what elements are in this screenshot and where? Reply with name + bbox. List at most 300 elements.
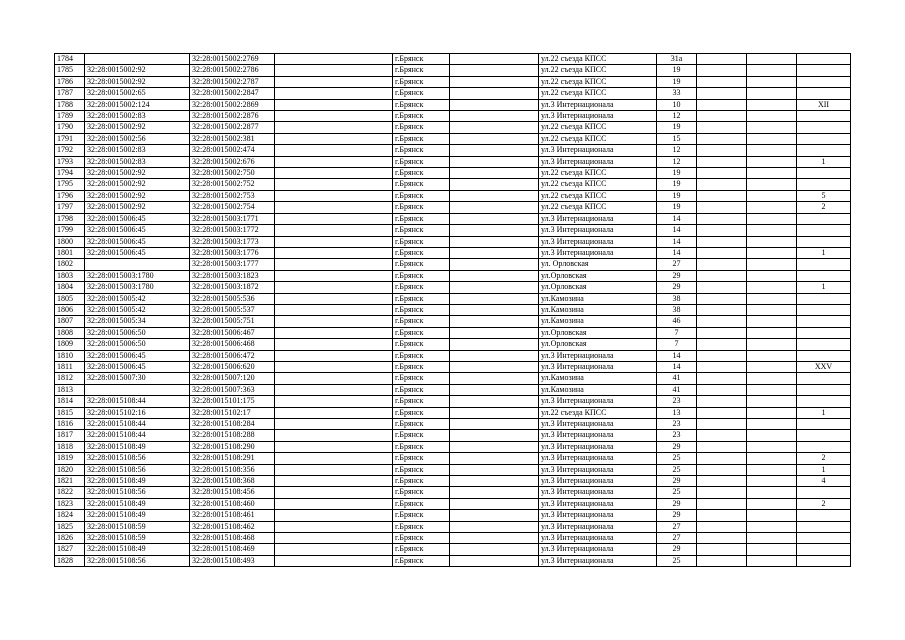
- cell-parcel-number: 32:28:0015002:83: [85, 156, 190, 167]
- cell-cadastral-number: 32:28:0015108:462: [190, 521, 275, 532]
- cell-empty: [697, 407, 747, 418]
- cell-cadastral-number: 32:28:0015002:474: [190, 145, 275, 156]
- cell-empty: [275, 487, 393, 498]
- cell-parcel-number: 32:28:0015108:56: [85, 487, 190, 498]
- cell-city: г.Брянск: [393, 145, 450, 156]
- cell-empty: [747, 88, 797, 99]
- cell-parcel-number: 32:28:0015108:59: [85, 521, 190, 532]
- cell-mark: [797, 487, 851, 498]
- cell-cadastral-number: 32:28:0015002:2869: [190, 99, 275, 110]
- cell-street: ул.22 съезда КПСС: [539, 65, 657, 76]
- cell-mark: [797, 419, 851, 430]
- cell-house-number: 19: [657, 202, 697, 213]
- cell-parcel-number: 32:28:0015108:44: [85, 430, 190, 441]
- cell-parcel-number: 32:28:0015108:44: [85, 419, 190, 430]
- cell-house-number: 46: [657, 316, 697, 327]
- cell-parcel-number: 32:28:0015006:45: [85, 247, 190, 258]
- cell-mark: [797, 179, 851, 190]
- cell-empty: [450, 498, 539, 509]
- cell-empty: [697, 430, 747, 441]
- cell-empty: [450, 259, 539, 270]
- table-row: [55, 430, 851, 441]
- cell-parcel-number: 32:28:0015102:16: [85, 407, 190, 418]
- cell-empty: [747, 430, 797, 441]
- cell-empty: [275, 555, 393, 566]
- cell-house-number: 19: [657, 65, 697, 76]
- cell-house-number: 25: [657, 487, 697, 498]
- cell-city: г.Брянск: [393, 430, 450, 441]
- cell-empty: [697, 247, 747, 258]
- cell-parcel-number: 32:28:0015002:92: [85, 202, 190, 213]
- table-row: [55, 304, 851, 315]
- cell-city: г.Брянск: [393, 88, 450, 99]
- cell-mark: 1: [797, 407, 851, 418]
- cell-house-number: 29: [657, 476, 697, 487]
- cell-empty: [747, 76, 797, 87]
- cell-empty: [747, 304, 797, 315]
- cell-house-number: 25: [657, 555, 697, 566]
- cell-cadastral-number: 32:28:0015108:469: [190, 544, 275, 555]
- cell-house-number: 12: [657, 111, 697, 122]
- cell-cadastral-number: 32:28:0015006:472: [190, 350, 275, 361]
- cell-empty: [450, 373, 539, 384]
- cell-empty: [747, 190, 797, 201]
- cell-street: ул.3 Интернационала: [539, 441, 657, 452]
- cell-empty: [450, 327, 539, 338]
- cell-mark: 5: [797, 190, 851, 201]
- cell-empty: [450, 76, 539, 87]
- cell-cadastral-number: 32:28:0015002:676: [190, 156, 275, 167]
- cell-city: г.Брянск: [393, 521, 450, 532]
- cell-empty: [450, 54, 539, 65]
- cell-empty: [697, 145, 747, 156]
- cell-house-number: 7: [657, 339, 697, 350]
- cell-house-number: 38: [657, 304, 697, 315]
- cell-empty: [747, 533, 797, 544]
- table-row: [55, 179, 851, 190]
- table-row: [55, 453, 851, 464]
- cell-city: г.Брянск: [393, 407, 450, 418]
- cell-street: ул.3 Интернационала: [539, 498, 657, 509]
- cell-row-number: 1793: [55, 156, 85, 167]
- cell-empty: [697, 293, 747, 304]
- cell-city: г.Брянск: [393, 156, 450, 167]
- cell-empty: [747, 293, 797, 304]
- cell-empty: [747, 407, 797, 418]
- cell-street: ул.22 съезда КПСС: [539, 54, 657, 65]
- cell-cadastral-number: 32:28:0015002:752: [190, 179, 275, 190]
- cell-empty: [275, 247, 393, 258]
- cell-mark: [797, 133, 851, 144]
- cell-street: ул.3 Интернационала: [539, 419, 657, 430]
- cell-row-number: 1814: [55, 396, 85, 407]
- cell-mark: 1: [797, 282, 851, 293]
- cell-empty: [275, 225, 393, 236]
- cell-house-number: 14: [657, 247, 697, 258]
- cell-cadastral-number: 32:28:0015002:2786: [190, 65, 275, 76]
- cell-row-number: 1798: [55, 213, 85, 224]
- cell-city: г.Брянск: [393, 476, 450, 487]
- cell-mark: [797, 213, 851, 224]
- cell-mark: [797, 168, 851, 179]
- cell-row-number: 1808: [55, 327, 85, 338]
- cell-city: г.Брянск: [393, 213, 450, 224]
- cell-city: г.Брянск: [393, 396, 450, 407]
- cell-empty: [450, 316, 539, 327]
- table-row: [55, 396, 851, 407]
- cell-street: ул.Орловская: [539, 327, 657, 338]
- cell-empty: [450, 270, 539, 281]
- table-row: [55, 555, 851, 566]
- cell-street: ул.3 Интернационала: [539, 111, 657, 122]
- cell-empty: [275, 350, 393, 361]
- cell-empty: [697, 99, 747, 110]
- cell-empty: [697, 304, 747, 315]
- table-row: [55, 65, 851, 76]
- cell-city: г.Брянск: [393, 190, 450, 201]
- table-row: [55, 122, 851, 133]
- cell-empty: [747, 99, 797, 110]
- cell-parcel-number: 32:28:0015108:49: [85, 498, 190, 509]
- cell-empty: [275, 259, 393, 270]
- cell-cadastral-number: 32:28:0015007:120: [190, 373, 275, 384]
- cell-empty: [747, 202, 797, 213]
- cell-parcel-number: 32:28:0015005:34: [85, 316, 190, 327]
- table-row: [55, 327, 851, 338]
- cell-city: г.Брянск: [393, 339, 450, 350]
- cell-parcel-number: 32:28:0015002:56: [85, 133, 190, 144]
- cell-empty: [697, 521, 747, 532]
- table-row: [55, 316, 851, 327]
- cell-row-number: 1786: [55, 76, 85, 87]
- cell-row-number: 1807: [55, 316, 85, 327]
- cell-empty: [747, 476, 797, 487]
- cell-parcel-number: 32:28:0015005:42: [85, 293, 190, 304]
- cell-row-number: 1825: [55, 521, 85, 532]
- cell-house-number: 29: [657, 441, 697, 452]
- cell-mark: [797, 555, 851, 566]
- cell-empty: [697, 133, 747, 144]
- cell-row-number: 1800: [55, 236, 85, 247]
- cell-street: ул.22 съезда КПСС: [539, 88, 657, 99]
- cell-row-number: 1803: [55, 270, 85, 281]
- cell-cadastral-number: 32:28:0015102:17: [190, 407, 275, 418]
- cell-street: ул.3 Интернационала: [539, 487, 657, 498]
- cell-parcel-number: 32:28:0015006:50: [85, 339, 190, 350]
- cell-empty: [275, 544, 393, 555]
- table-row: [55, 544, 851, 555]
- cell-row-number: 1813: [55, 384, 85, 395]
- cell-empty: [450, 384, 539, 395]
- cell-empty: [275, 453, 393, 464]
- cell-cadastral-number: 32:28:0015003:1777: [190, 259, 275, 270]
- table-row: [55, 88, 851, 99]
- cell-row-number: 1792: [55, 145, 85, 156]
- cell-house-number: 29: [657, 544, 697, 555]
- cell-empty: [275, 133, 393, 144]
- cell-house-number: 23: [657, 396, 697, 407]
- cell-empty: [747, 464, 797, 475]
- cell-row-number: 1796: [55, 190, 85, 201]
- cell-street: ул.3 Интернационала: [539, 476, 657, 487]
- cell-mark: [797, 384, 851, 395]
- cell-mark: [797, 145, 851, 156]
- cell-empty: [697, 533, 747, 544]
- cell-empty: [450, 133, 539, 144]
- table-row: [55, 441, 851, 452]
- cell-house-number: 41: [657, 384, 697, 395]
- cell-empty: [450, 168, 539, 179]
- cell-mark: [797, 88, 851, 99]
- cell-empty: [697, 510, 747, 521]
- cell-empty: [275, 476, 393, 487]
- table-row: [55, 54, 851, 65]
- cell-empty: [697, 350, 747, 361]
- cell-empty: [450, 441, 539, 452]
- cell-empty: [450, 88, 539, 99]
- cell-empty: [450, 111, 539, 122]
- table-row: [55, 168, 851, 179]
- cell-row-number: 1809: [55, 339, 85, 350]
- cell-city: г.Брянск: [393, 373, 450, 384]
- cell-city: г.Брянск: [393, 453, 450, 464]
- cell-street: ул.22 съезда КПСС: [539, 168, 657, 179]
- cell-cadastral-number: 32:28:0015108:290: [190, 441, 275, 452]
- cell-empty: [275, 190, 393, 201]
- table-row: [55, 384, 851, 395]
- cell-empty: [697, 54, 747, 65]
- cell-city: г.Брянск: [393, 111, 450, 122]
- cell-cadastral-number: 32:28:0015005:537: [190, 304, 275, 315]
- cell-cadastral-number: 32:28:0015007:363: [190, 384, 275, 395]
- cell-house-number: 15: [657, 133, 697, 144]
- cell-mark: XXV: [797, 361, 851, 372]
- cell-empty: [275, 498, 393, 509]
- cell-cadastral-number: 32:28:0015002:753: [190, 190, 275, 201]
- cell-empty: [450, 510, 539, 521]
- cell-house-number: 31а: [657, 54, 697, 65]
- cell-row-number: 1791: [55, 133, 85, 144]
- cell-mark: [797, 316, 851, 327]
- cell-empty: [747, 65, 797, 76]
- cell-cadastral-number: 32:28:0015002:2769: [190, 54, 275, 65]
- cell-cadastral-number: 32:28:0015108:368: [190, 476, 275, 487]
- cell-house-number: 19: [657, 168, 697, 179]
- cell-empty: [697, 76, 747, 87]
- cell-mark: 1: [797, 156, 851, 167]
- cell-empty: [450, 156, 539, 167]
- cell-city: г.Брянск: [393, 350, 450, 361]
- cell-empty: [275, 145, 393, 156]
- cell-empty: [747, 396, 797, 407]
- cell-empty: [450, 555, 539, 566]
- cell-city: г.Брянск: [393, 487, 450, 498]
- cell-empty: [275, 236, 393, 247]
- cell-mark: [797, 225, 851, 236]
- cell-row-number: 1824: [55, 510, 85, 521]
- cell-empty: [450, 544, 539, 555]
- cell-empty: [747, 373, 797, 384]
- cell-mark: [797, 236, 851, 247]
- cell-empty: [697, 339, 747, 350]
- cell-cadastral-number: 32:28:0015003:1776: [190, 247, 275, 258]
- cell-city: г.Брянск: [393, 361, 450, 372]
- cell-city: г.Брянск: [393, 510, 450, 521]
- cell-empty: [747, 145, 797, 156]
- cell-empty: [450, 304, 539, 315]
- cell-city: г.Брянск: [393, 179, 450, 190]
- cell-empty: [450, 476, 539, 487]
- cell-street: ул.22 съезда КПСС: [539, 179, 657, 190]
- cell-empty: [697, 259, 747, 270]
- cell-mark: [797, 533, 851, 544]
- cell-parcel-number: 32:28:0015007:30: [85, 373, 190, 384]
- cell-empty: [747, 282, 797, 293]
- cell-row-number: 1794: [55, 168, 85, 179]
- cell-empty: [747, 225, 797, 236]
- table-row: [55, 76, 851, 87]
- cell-parcel-number: 32:28:0015108:49: [85, 441, 190, 452]
- cell-mark: [797, 510, 851, 521]
- cell-mark: [797, 430, 851, 441]
- cell-parcel-number: 32:28:0015002:92: [85, 76, 190, 87]
- cell-street: ул.Орловская: [539, 282, 657, 293]
- table-row: [55, 213, 851, 224]
- cell-empty: [275, 521, 393, 532]
- table-row: [55, 236, 851, 247]
- cell-street: ул.22 съезда КПСС: [539, 133, 657, 144]
- cell-city: г.Брянск: [393, 384, 450, 395]
- cell-empty: [450, 396, 539, 407]
- cell-mark: [797, 111, 851, 122]
- cell-empty: [747, 327, 797, 338]
- table-row: [55, 270, 851, 281]
- cell-empty: [275, 407, 393, 418]
- cell-house-number: 41: [657, 373, 697, 384]
- cell-row-number: 1815: [55, 407, 85, 418]
- cell-empty: [275, 361, 393, 372]
- cell-cadastral-number: 32:28:0015108:456: [190, 487, 275, 498]
- cell-parcel-number: 32:28:0015002:124: [85, 99, 190, 110]
- cell-empty: [697, 464, 747, 475]
- cell-mark: [797, 350, 851, 361]
- cell-empty: [697, 179, 747, 190]
- cell-parcel-number: 32:28:0015006:45: [85, 225, 190, 236]
- cell-cadastral-number: 32:28:0015003:1872: [190, 282, 275, 293]
- cell-empty: [697, 453, 747, 464]
- cell-row-number: 1822: [55, 487, 85, 498]
- cell-street: ул.22 съезда КПСС: [539, 76, 657, 87]
- cell-cadastral-number: 32:28:0015002:381: [190, 133, 275, 144]
- cell-mark: [797, 521, 851, 532]
- cell-house-number: 25: [657, 453, 697, 464]
- table-row: [55, 361, 851, 372]
- cell-street: ул.3 Интернационала: [539, 213, 657, 224]
- cell-row-number: 1785: [55, 65, 85, 76]
- cell-empty: [747, 247, 797, 258]
- cell-empty: [697, 316, 747, 327]
- cell-house-number: 14: [657, 213, 697, 224]
- cell-row-number: 1826: [55, 533, 85, 544]
- cell-house-number: 19: [657, 190, 697, 201]
- cell-city: г.Брянск: [393, 293, 450, 304]
- cell-empty: [450, 99, 539, 110]
- cell-house-number: 14: [657, 225, 697, 236]
- cell-parcel-number: 32:28:0015002:92: [85, 168, 190, 179]
- cell-parcel-number: 32:28:0015006:45: [85, 236, 190, 247]
- cell-empty: [697, 384, 747, 395]
- cell-mark: 2: [797, 498, 851, 509]
- cell-cadastral-number: 32:28:0015108:291: [190, 453, 275, 464]
- cell-row-number: 1812: [55, 373, 85, 384]
- cell-empty: [450, 145, 539, 156]
- cell-parcel-number: 32:28:0015108:49: [85, 476, 190, 487]
- cell-empty: [450, 419, 539, 430]
- cell-row-number: 1797: [55, 202, 85, 213]
- cell-cadastral-number: 32:28:0015003:1773: [190, 236, 275, 247]
- cell-street: ул.3 Интернационала: [539, 236, 657, 247]
- table-row: [55, 476, 851, 487]
- cell-empty: [697, 202, 747, 213]
- cell-empty: [697, 419, 747, 430]
- cell-parcel-number: 32:28:0015003:1780: [85, 282, 190, 293]
- cell-house-number: 27: [657, 259, 697, 270]
- cell-parcel-number: 32:28:0015002:83: [85, 111, 190, 122]
- cell-mark: 1: [797, 464, 851, 475]
- cell-street: ул.3 Интернационала: [539, 555, 657, 566]
- cell-empty: [697, 88, 747, 99]
- table-row: [55, 407, 851, 418]
- cell-row-number: 1787: [55, 88, 85, 99]
- cell-city: г.Брянск: [393, 555, 450, 566]
- cell-empty: [697, 373, 747, 384]
- cell-empty: [275, 111, 393, 122]
- cell-row-number: 1828: [55, 555, 85, 566]
- table-row: [55, 190, 851, 201]
- cell-empty: [747, 316, 797, 327]
- cell-cadastral-number: 32:28:0015002:2877: [190, 122, 275, 133]
- cell-empty: [275, 510, 393, 521]
- cell-house-number: 38: [657, 293, 697, 304]
- table-row: [55, 510, 851, 521]
- cell-empty: [450, 247, 539, 258]
- cell-empty: [747, 179, 797, 190]
- table-row: [55, 293, 851, 304]
- cell-street: ул. Орловская: [539, 259, 657, 270]
- cell-parcel-number: [85, 54, 190, 65]
- cell-empty: [275, 464, 393, 475]
- cell-parcel-number: 32:28:0015108:59: [85, 533, 190, 544]
- cell-city: г.Брянск: [393, 544, 450, 555]
- cell-empty: [747, 487, 797, 498]
- cell-city: г.Брянск: [393, 419, 450, 430]
- cell-empty: [747, 441, 797, 452]
- cell-empty: [697, 396, 747, 407]
- cell-house-number: 29: [657, 270, 697, 281]
- cell-cadastral-number: 32:28:0015108:288: [190, 430, 275, 441]
- table-row: [55, 145, 851, 156]
- cell-empty: [697, 544, 747, 555]
- cell-city: г.Брянск: [393, 133, 450, 144]
- cell-empty: [747, 156, 797, 167]
- cell-empty: [697, 225, 747, 236]
- cell-street: ул.3 Интернационала: [539, 544, 657, 555]
- cell-empty: [747, 168, 797, 179]
- cell-house-number: 29: [657, 282, 697, 293]
- cell-mark: XII: [797, 99, 851, 110]
- cell-empty: [747, 133, 797, 144]
- cell-street: ул.Камозина: [539, 293, 657, 304]
